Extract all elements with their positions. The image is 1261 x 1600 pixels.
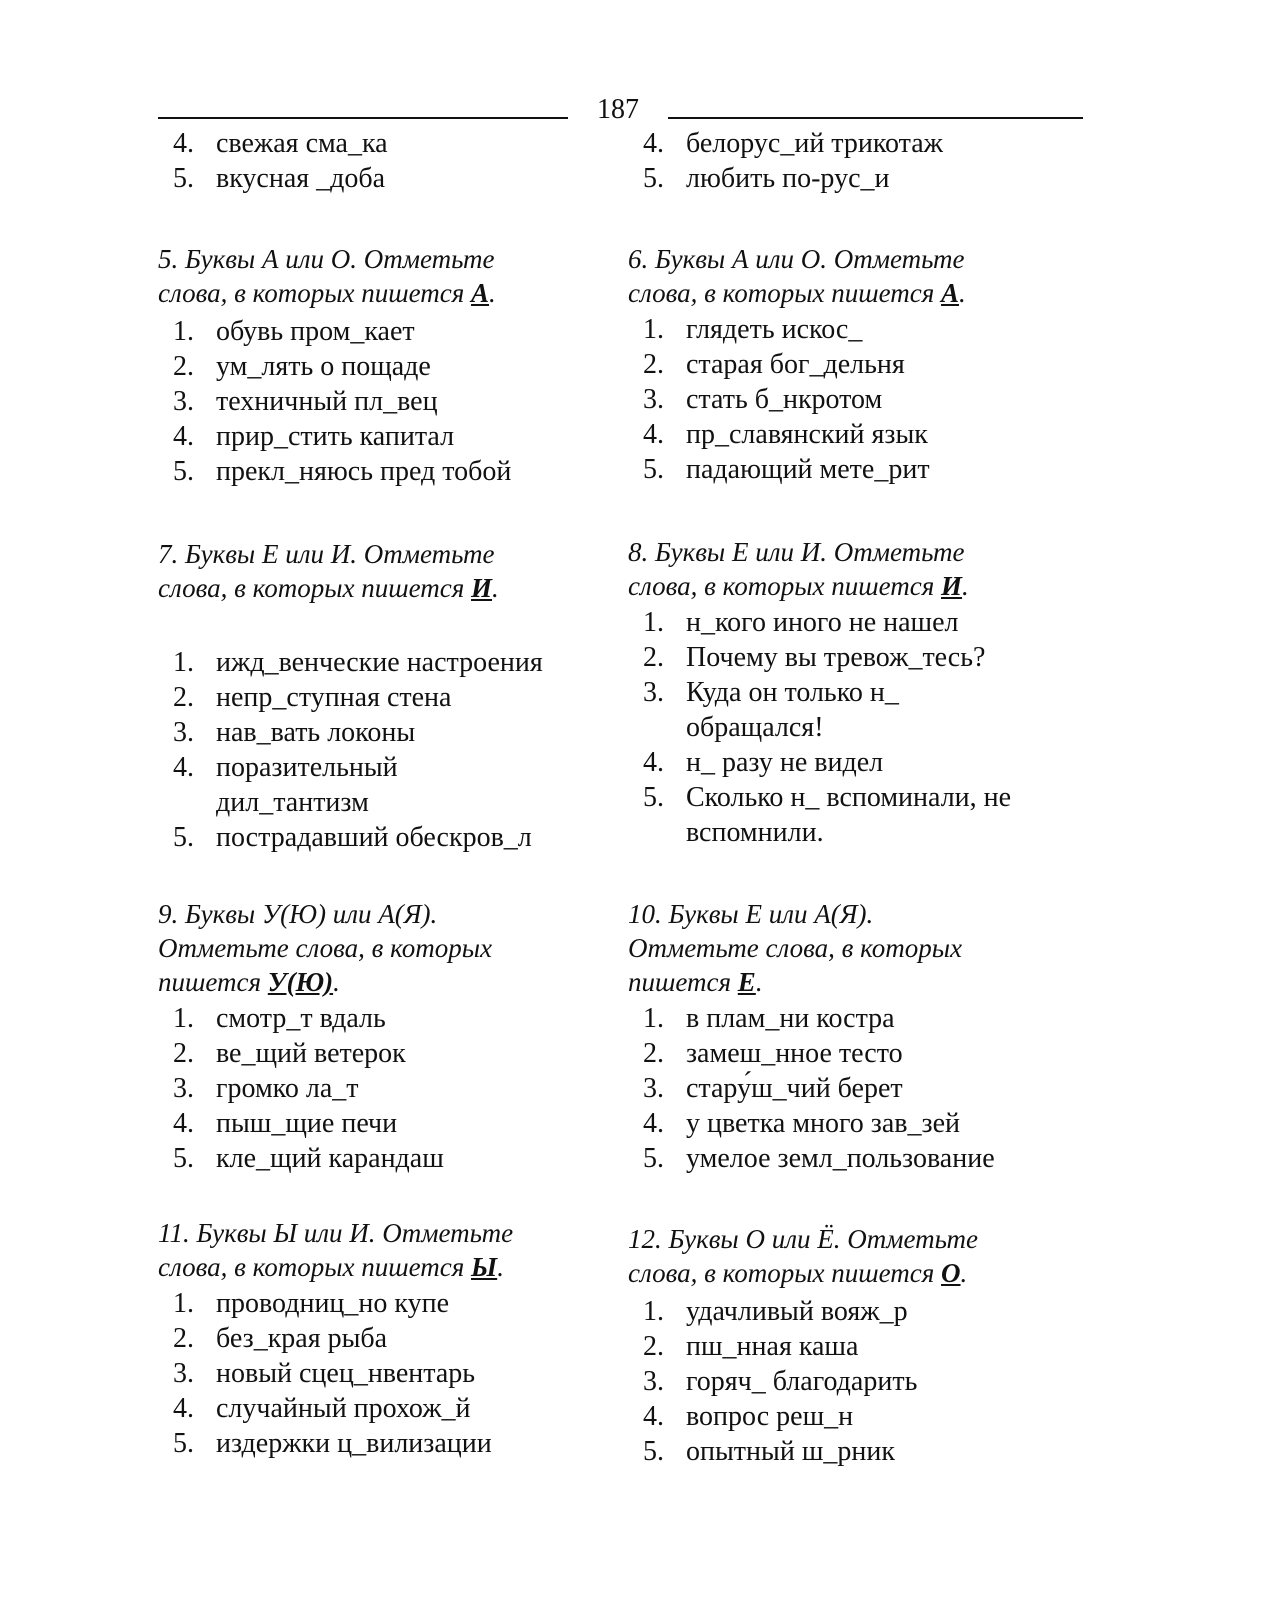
heading-line: 5. Буквы А или О. Отметьте: [158, 244, 495, 274]
top-left-items: [158, 126, 608, 196]
item-text: падающий мете_рит: [686, 454, 930, 485]
heading-line: 6. Буквы А или О. Отметьте: [628, 244, 965, 274]
item-text: умелое земл_пользование: [686, 1143, 995, 1174]
heading-suffix: .: [489, 278, 496, 308]
top-right-items: [628, 126, 1078, 196]
item-number: 4.: [643, 1108, 664, 1139]
heading-line: [628, 276, 1078, 310]
item-text: обувь пром_кает: [216, 316, 415, 347]
list-item: [628, 1329, 1078, 1364]
target-letter: И: [471, 573, 493, 603]
item-number: 3.: [643, 677, 664, 708]
item-number: 5.: [643, 454, 664, 485]
task-heading: [628, 242, 1078, 310]
item-number: 3.: [173, 1073, 194, 1104]
item-number: 1.: [173, 647, 194, 678]
item-number: 4.: [643, 747, 664, 778]
item-number: 5.: [643, 782, 664, 813]
item-number: 2.: [643, 1331, 664, 1362]
item-text: ижд_венческие настроения: [216, 647, 543, 678]
target-letter: А: [941, 278, 960, 308]
list-item: [158, 419, 608, 454]
target-letter: О: [941, 1258, 961, 1288]
heading-line: [628, 569, 1068, 603]
list-item: [628, 1036, 1078, 1071]
item-text: любить по-рус_и: [686, 163, 890, 194]
list-item: [158, 820, 618, 855]
item-number: 4.: [173, 1108, 194, 1139]
heading-text: слова, в которых пишется: [158, 573, 472, 603]
list-item: [628, 745, 1068, 780]
item-text: смотр_т вдаль: [216, 1003, 386, 1034]
target-letter: И: [941, 571, 963, 601]
item-text: в плам_ни костра: [686, 1003, 895, 1034]
list-item: [158, 1391, 608, 1426]
task-heading: [628, 897, 1078, 999]
item-number: 3.: [173, 717, 194, 748]
item-number: 3.: [173, 386, 194, 417]
list-item: [158, 680, 618, 715]
heading-line: 8. Буквы Е или И. Отметьте: [628, 537, 965, 567]
item-text: прекл_няюсь пред тобой: [216, 456, 512, 487]
header-rule-left: [158, 117, 568, 119]
item-text: н_кого иного не нашел: [686, 607, 959, 638]
item-text: пострадавший обескров_л: [216, 822, 532, 853]
list-item: [158, 161, 608, 196]
list-item: [628, 1294, 1078, 1329]
item-number: 4.: [643, 128, 664, 159]
list-item: [628, 1071, 1078, 1106]
item-text: старая бог_дельня: [686, 349, 905, 380]
list-item: [158, 715, 618, 750]
item-number: 1.: [643, 1003, 664, 1034]
task-8: [628, 535, 1068, 850]
item-number: 1.: [173, 316, 194, 347]
heading-suffix: .: [959, 278, 966, 308]
item-number: 3.: [643, 384, 664, 415]
item-text: Сколько н_ вспоминали, не вспомнили.: [686, 782, 1012, 848]
list-item: [158, 314, 608, 349]
target-letter: А: [471, 278, 490, 308]
item-text: ве_щий ветерок: [216, 1038, 406, 1069]
item-text: вкусная _доба: [216, 163, 386, 194]
target-letter: Ы: [471, 1252, 498, 1282]
item-text: у цветка много зав_зей: [686, 1108, 960, 1139]
list-item: [628, 605, 1068, 640]
item-text: случайный прохож_й: [216, 1393, 471, 1424]
heading-line: 10. Буквы Е или А(Я).: [628, 899, 874, 929]
heading-line: [158, 1250, 608, 1284]
item-number: 2.: [643, 642, 664, 673]
heading-text: слова, в которых пишется: [628, 571, 942, 601]
item-text: издержки ц_вилизации: [216, 1428, 492, 1459]
list-item: [628, 452, 1078, 487]
item-number: 4.: [643, 419, 664, 450]
heading-line: [158, 276, 608, 310]
item-number: 5.: [173, 1143, 194, 1174]
item-text: белорус_ий трикотаж: [686, 128, 944, 159]
task-7: [158, 537, 618, 855]
item-number: 1.: [173, 1288, 194, 1319]
list-item: [628, 161, 1078, 196]
list-item: [158, 1141, 608, 1176]
list-item: [158, 454, 608, 489]
item-text: без_края рыба: [216, 1323, 388, 1354]
heading-text: слова, в которых пишется: [628, 278, 942, 308]
item-number: 4.: [643, 1401, 664, 1432]
item-text: опытный ш_рник: [686, 1436, 895, 1467]
heading-text: слова, в которых пишется: [628, 1258, 942, 1288]
item-number: 3.: [643, 1073, 664, 1104]
list-item: [628, 382, 1078, 417]
item-text: поразительный дил_тантизм: [216, 752, 398, 818]
list-item: [628, 675, 956, 745]
list-item: [158, 1356, 608, 1391]
heading-line: [628, 1256, 1078, 1290]
item-number: 2.: [173, 351, 194, 382]
item-text: удачливый вояж_р: [686, 1296, 908, 1327]
item-number: 2.: [173, 1038, 194, 1069]
item-number: 2.: [643, 1038, 664, 1069]
page-number: 187: [597, 94, 639, 125]
item-number: 5.: [643, 1143, 664, 1174]
item-number: 1.: [173, 1003, 194, 1034]
item-text: пш_нная каша: [686, 1331, 859, 1362]
item-text: пыш_щие печи: [216, 1108, 398, 1139]
item-number: 5.: [173, 163, 194, 194]
heading-text: пишется: [158, 967, 268, 997]
heading-suffix: .: [962, 571, 969, 601]
heading-suffix: .: [960, 1258, 968, 1288]
list-item: [158, 1426, 608, 1461]
item-text: громко ла_т: [216, 1073, 359, 1104]
item-number: 2.: [173, 1323, 194, 1354]
task-5: [158, 242, 608, 489]
item-number: 5.: [173, 1428, 194, 1459]
task-heading: [158, 242, 608, 310]
heading-line: Отметьте слова, в которых: [628, 933, 962, 963]
item-number: 4.: [173, 128, 194, 159]
item-text: техничный пл_вец: [216, 386, 438, 417]
item-text: Почему вы тревож_тесь?: [686, 642, 986, 673]
item-text: вопрос реш_н: [686, 1401, 854, 1432]
heading-line: [628, 965, 1078, 999]
item-text: свежая сма_ка: [216, 128, 388, 159]
heading-line: 11. Буквы Ы или И. Отметьте: [158, 1218, 514, 1248]
heading-suffix: .: [333, 967, 340, 997]
item-text: Куда он только н_ обращался!: [686, 677, 899, 743]
item-text: непр_ступная стена: [216, 682, 452, 713]
heading-text: слова, в которых пишется: [158, 1252, 472, 1282]
list-item: [628, 640, 1068, 675]
task-heading: [158, 1216, 608, 1284]
list-item: [158, 384, 608, 419]
item-text: глядеть искос_: [686, 314, 863, 345]
item-text: замеш_нное тесто: [686, 1038, 903, 1069]
heading-line: 9. Буквы У(Ю) или А(Я).: [158, 899, 438, 929]
heading-text: слова, в которых пишется: [158, 278, 472, 308]
item-text: горяч_ благодарить: [686, 1366, 918, 1397]
item-number: 1.: [643, 607, 664, 638]
header-rule-right: [668, 117, 1083, 119]
heading-text: пишется: [628, 967, 738, 997]
heading-line: Отметьте слова, в которых: [158, 933, 492, 963]
item-text: ум_лять о пощаде: [216, 351, 431, 382]
item-text: стать б_нкротом: [686, 384, 883, 415]
item-number: 5.: [173, 456, 194, 487]
target-letter: У(Ю): [267, 967, 334, 997]
list-item: [158, 349, 608, 384]
list-item: [628, 1001, 1078, 1036]
task-10: [628, 897, 1078, 1176]
list-item: [158, 1286, 608, 1321]
target-letter: Е: [737, 967, 756, 997]
list-item: [628, 126, 1078, 161]
item-number: 5.: [643, 1436, 664, 1467]
task-6: [628, 242, 1078, 487]
heading-suffix: .: [755, 967, 763, 997]
heading-line: [158, 571, 618, 605]
list-item: [158, 750, 486, 820]
item-text: кле_щий карандаш: [216, 1143, 444, 1174]
heading-line: 12. Буквы О или Ё. Отметьте: [628, 1224, 978, 1254]
list-item: [628, 1141, 1078, 1176]
heading-line: 7. Буквы Е или И. Отметьте: [158, 539, 495, 569]
task-9: [158, 897, 608, 1176]
item-number: 1.: [643, 1296, 664, 1327]
item-text: стару́ш_чий берет: [686, 1073, 903, 1104]
list-item: [158, 1001, 608, 1036]
item-number: 3.: [643, 1366, 664, 1397]
item-number: 4.: [173, 752, 194, 783]
item-number: 5.: [643, 163, 664, 194]
list-item: [628, 1399, 1078, 1434]
list-item: [628, 1106, 1078, 1141]
task-heading: [628, 1222, 1078, 1290]
list-item: [158, 645, 618, 680]
item-number: 3.: [173, 1358, 194, 1389]
item-text: нав_вать локоны: [216, 717, 416, 748]
heading-suffix: .: [492, 573, 499, 603]
item-text: прир_стить капитал: [216, 421, 455, 452]
list-item: [628, 1434, 1078, 1469]
item-number: 2.: [643, 349, 664, 380]
list-item: [628, 347, 1078, 382]
item-number: 5.: [173, 822, 194, 853]
task-heading: [158, 537, 618, 605]
item-number: 1.: [643, 314, 664, 345]
task-heading: [628, 535, 1068, 603]
list-item: [158, 1071, 608, 1106]
list-item: [628, 417, 1078, 452]
item-text: новый сцец_нвентарь: [216, 1358, 476, 1389]
list-item: [628, 780, 1046, 850]
heading-line: [158, 965, 608, 999]
item-text: н_ разу не видел: [686, 747, 884, 778]
item-text: проводниц_но купе: [216, 1288, 450, 1319]
item-number: 2.: [173, 682, 194, 713]
heading-suffix: .: [497, 1252, 504, 1282]
list-item: [628, 312, 1078, 347]
item-number: 4.: [173, 1393, 194, 1424]
task-heading: [158, 897, 608, 999]
task-12: [628, 1222, 1078, 1469]
item-number: 4.: [173, 421, 194, 452]
list-item: [158, 126, 608, 161]
list-item: [158, 1036, 608, 1071]
item-text: пр_славянский язык: [686, 419, 928, 450]
list-item: [158, 1321, 608, 1356]
task-11: [158, 1216, 608, 1461]
list-item: [628, 1364, 1078, 1399]
list-item: [158, 1106, 608, 1141]
